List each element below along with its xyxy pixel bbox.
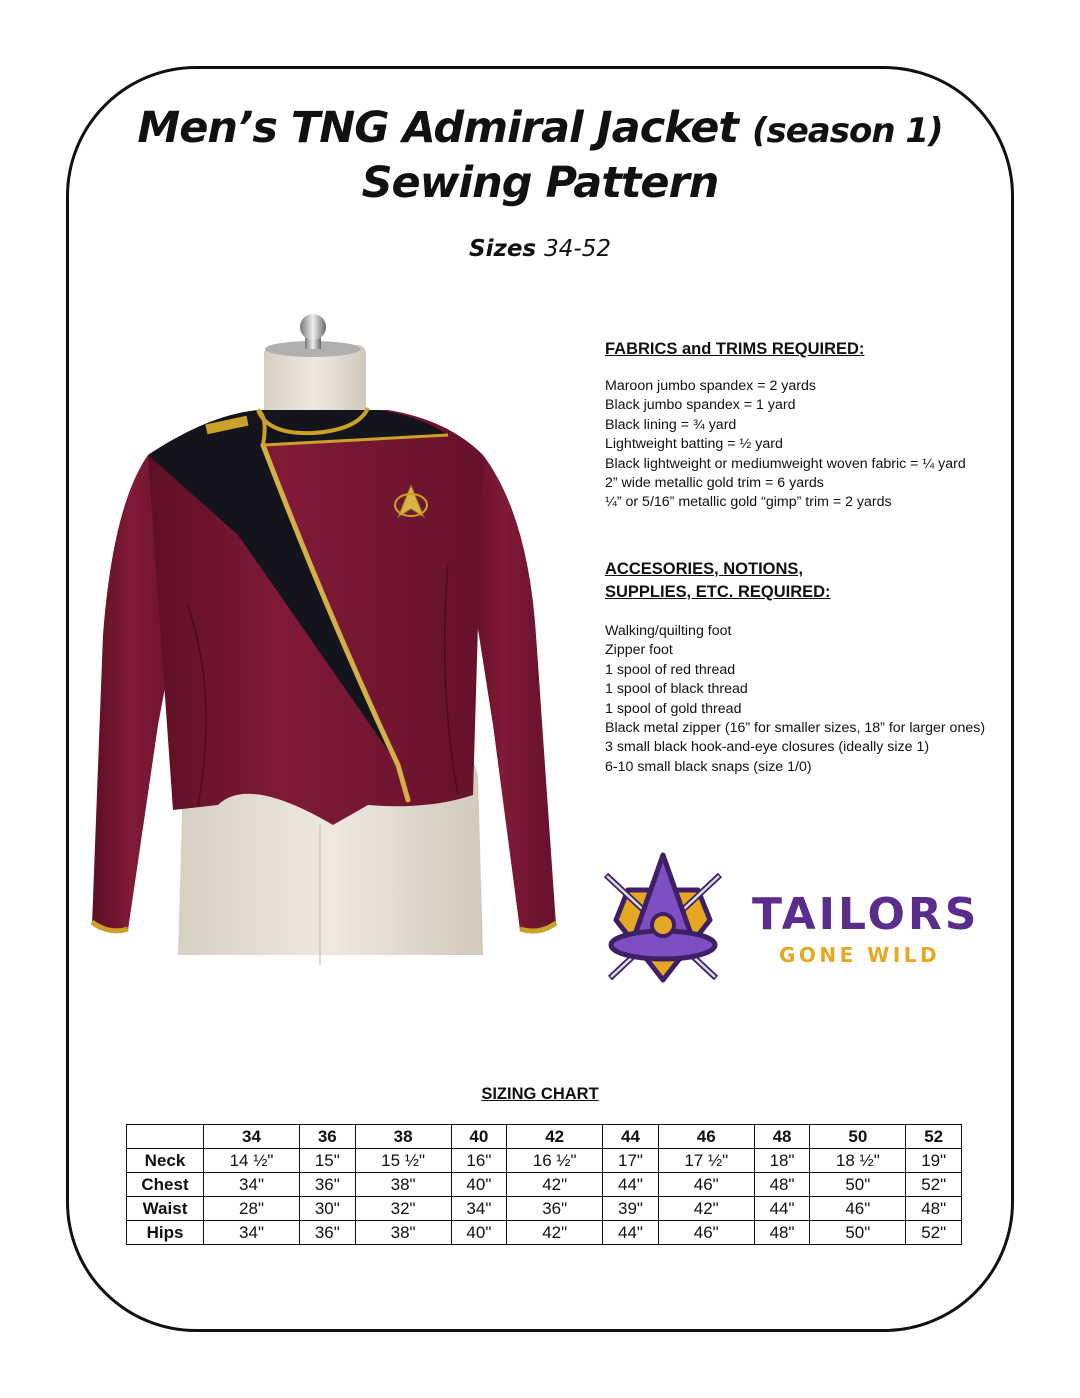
table-cell: 42": [507, 1173, 603, 1197]
row-label: Neck: [127, 1149, 204, 1173]
fabric-item: Lightweight batting = ½ yard: [605, 436, 783, 453]
accessory-item: 6-10 small black snaps (size 1/0): [605, 758, 812, 775]
table-row: [127, 1197, 962, 1221]
fabric-item: 2” wide metallic gold trim = 6 yards: [605, 475, 824, 492]
table-cell: 38": [355, 1221, 451, 1245]
table-cell: 39": [603, 1197, 659, 1221]
fabric-item: Black jumbo spandex = 1 yard: [605, 397, 796, 414]
accessories-section: [605, 558, 985, 777]
accessories-heading-line1: ACCESORIES, NOTIONS,: [605, 560, 804, 578]
table-cell: 16": [451, 1149, 507, 1173]
table-cell: 14 ½": [204, 1149, 300, 1173]
size-header-cell: 42: [507, 1125, 603, 1149]
table-cell: 34": [451, 1197, 507, 1221]
table-row: [127, 1221, 962, 1245]
fabric-item: Maroon jumbo spandex = 2 yards: [605, 378, 816, 394]
fabrics-list: [605, 377, 966, 513]
fabrics-heading: FABRICS and TRIMS REQUIRED:: [605, 340, 865, 358]
accessory-item: Walking/quilting foot: [605, 623, 732, 639]
fabric-item: Black lining = ¾ yard: [605, 416, 737, 433]
accessory-item: 1 spool of red thread: [605, 661, 736, 678]
table-cell: 17 ½": [658, 1149, 754, 1173]
fabric-item: Black lightweight or mediumweight woven fabric = ¼ yard: [605, 455, 966, 472]
table-cell: 34": [204, 1173, 300, 1197]
accessory-item: Zipper foot: [605, 642, 673, 659]
table-cell: 48": [754, 1173, 810, 1197]
fabrics-section: [605, 338, 966, 513]
sizing-chart-title: SIZING CHART: [481, 1085, 599, 1103]
brand-name: TAILORS: [752, 889, 980, 940]
sizing-header-row: [127, 1125, 962, 1149]
table-cell: 28": [204, 1197, 300, 1221]
table-cell: 44": [754, 1197, 810, 1221]
table-cell: 40": [451, 1173, 507, 1197]
table-cell: 18 ½": [810, 1149, 906, 1173]
table-cell: 46": [658, 1173, 754, 1197]
table-cell: 50": [810, 1173, 906, 1197]
table-cell: 42": [507, 1221, 603, 1245]
page-title-line1: Men’s TNG Admiral Jacket (season 1): [137, 103, 943, 153]
accessories-list: [605, 622, 985, 777]
size-header-cell: 44: [603, 1125, 659, 1149]
table-cell: 36": [507, 1197, 603, 1221]
table-cell: 48": [906, 1197, 962, 1221]
table-cell: 36": [300, 1221, 356, 1245]
table-cell: 40": [451, 1221, 507, 1245]
table-cell: 52": [906, 1221, 962, 1245]
fabric-item: ¼” or 5/16” metallic gold “gimp” trim = 2 yards: [605, 494, 892, 511]
accessory-item: 1 spool of gold thread: [605, 700, 742, 717]
table-cell: 30": [300, 1197, 356, 1221]
size-header-cell: 46: [658, 1125, 754, 1149]
size-header-cell: 52: [906, 1125, 962, 1149]
table-cell: 32": [355, 1197, 451, 1221]
brand-tagline: GONE WILD: [779, 943, 941, 967]
table-row: [127, 1173, 962, 1197]
table-cell: 18": [754, 1149, 810, 1173]
corner-cell: [127, 1125, 204, 1149]
size-header-cell: 36: [300, 1125, 356, 1149]
sizes-subtitle: Sizes 34-52: [469, 236, 611, 262]
size-header-cell: 34: [204, 1125, 300, 1149]
page-title-line2: Sewing Pattern: [361, 158, 719, 208]
table-cell: 46": [658, 1221, 754, 1245]
table-cell: 44": [603, 1221, 659, 1245]
table-cell: 48": [754, 1221, 810, 1245]
table-row: [127, 1149, 962, 1173]
table-cell: 50": [810, 1221, 906, 1245]
accessory-item: Black metal zipper (16” for smaller sizes, 18” for larger ones): [605, 720, 986, 737]
row-label: Waist: [127, 1197, 204, 1221]
table-cell: 38": [355, 1173, 451, 1197]
table-cell: 34": [204, 1221, 300, 1245]
table-cell: 17": [603, 1149, 659, 1173]
table-cell: 44": [603, 1173, 659, 1197]
table-cell: 15": [300, 1149, 356, 1173]
size-header-cell: 50: [810, 1125, 906, 1149]
accessory-item: 3 small black hook-and-eye closures (ideally size 1): [605, 739, 930, 756]
row-label: Chest: [127, 1173, 204, 1197]
table-cell: 16 ½": [507, 1149, 603, 1173]
tailors-gone-wild-logo-icon: [598, 850, 728, 985]
table-cell: 52": [906, 1173, 962, 1197]
table-cell: 42": [658, 1197, 754, 1221]
table-cell: 19": [906, 1149, 962, 1173]
accessory-item: 1 spool of black thread: [605, 681, 748, 698]
jacket-photo: [88, 305, 568, 995]
size-header-cell: 38: [355, 1125, 451, 1149]
table-cell: 46": [810, 1197, 906, 1221]
table-cell: 36": [300, 1173, 356, 1197]
row-label: Hips: [127, 1221, 204, 1245]
sizing-table: [126, 1124, 962, 1245]
table-cell: 15 ½": [355, 1149, 451, 1173]
size-header-cell: 40: [451, 1125, 507, 1149]
size-header-cell: 48: [754, 1125, 810, 1149]
accessories-heading-line2: SUPPLIES, ETC. REQUIRED:: [605, 583, 831, 601]
